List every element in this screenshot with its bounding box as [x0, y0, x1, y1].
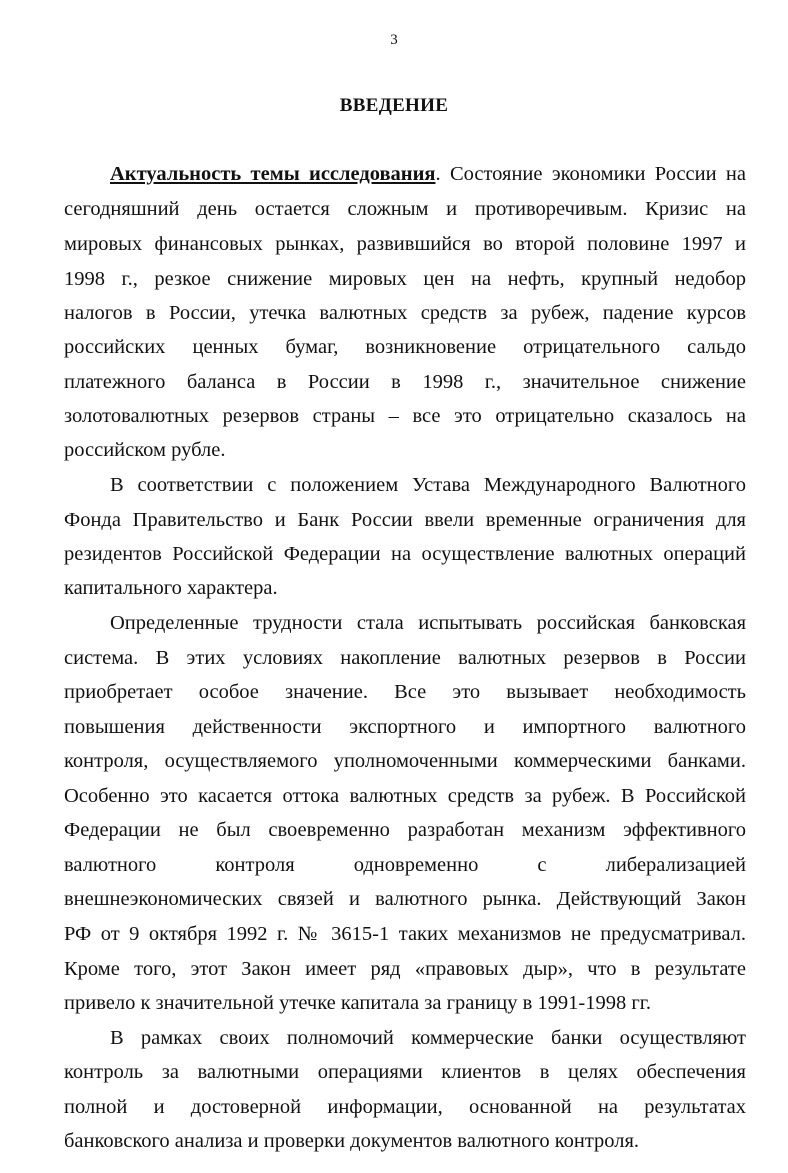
paragraph-1-line-8: золотовалютных резервов страны – все это отрицательно сказалось на: [64, 405, 746, 427]
section-title: ВВЕДЕНИЕ: [339, 95, 449, 116]
paragraph-1-line-6: российских ценных бумаг, возникновение отрицательного сальдо: [64, 336, 746, 358]
paragraph-3-line-12: привело к значительной утечке капитала за границу в 1991-1998 гг.: [64, 992, 652, 1014]
paragraph-1-line-5: налогов в России, утечка валютных средств за рубеж, падение курсов: [64, 302, 746, 324]
paragraph-1-line-7: платежного баланса в России в 1998 г., значительное снижение: [64, 371, 746, 393]
paragraph-1-line-1: [110, 157, 746, 191]
paragraph-1-line-4: 1998 г., резкое снижение мировых цен на нефть, крупный недобор: [64, 268, 746, 290]
page-number: 3: [390, 32, 398, 48]
paragraph-3-line-11: Кроме того, этот Закон имеет ряд «правовых дыр», что в результате: [64, 958, 746, 980]
paragraph-3-line-7: Федерации не был своевременно разработан механизм эффективного: [64, 819, 746, 841]
paragraph-3-line-4: повышения действенности экспортного и импортного валютного: [64, 716, 746, 738]
paragraph-2-line-2: Фонда Правительство и Банк России ввели временные ограничения для: [64, 509, 746, 531]
paragraph-1-line-9: российском рубле.: [64, 439, 226, 461]
paragraph-4-line-3: полной и достоверной информации, основанной на результатах: [64, 1096, 746, 1118]
paragraph-3-line-8: валютного контроля одновременно с либерализацией: [64, 854, 746, 876]
paragraph-3-line-10: РФ от 9 октября 1992 г. № 3615-1 таких механизмов не предусматривал.: [64, 923, 746, 945]
paragraph-4-line-4: банковского анализа и проверки документов валютного контроля.: [64, 1130, 640, 1152]
paragraph-4-line-2: контроль за валютными операциями клиентов в целях обеспечения: [64, 1061, 746, 1083]
paragraph-1-line-2: сегодняшний день остается сложным и противоречивым. Кризис на: [64, 198, 746, 220]
paragraph-1-line-1-text: . Состояние экономики России на: [435, 163, 746, 185]
paragraph-2-line-3: резидентов Российской Федерации на осуществление валютных операций: [64, 543, 746, 565]
paragraph-3-line-5: контроля, осуществляемого уполномоченными коммерческими банками.: [64, 750, 746, 772]
paragraph-1-line-3: мировых финансовых рынках, развившийся во второй половине 1997 и: [64, 233, 746, 255]
paragraph-3-line-6: Особенно это касается оттока валютных средств за рубеж. В Российской: [64, 785, 746, 807]
paragraph-3-line-9: внешнеэкономических связей и валютного рынка. Действующий Закон: [64, 888, 746, 910]
paragraph-3-line-3: приобретает особое значение. Все это вызывает необходимость: [64, 681, 746, 703]
paragraph-3-line-1: Определенные трудности стала испытывать российская банковская: [110, 612, 746, 634]
paragraph-2-line-4: капитального характера.: [64, 577, 278, 599]
lead-term: Актуальность темы исследования: [110, 163, 436, 185]
paragraph-4-line-1: В рамках своих полномочий коммерческие банки осуществляют: [110, 1027, 746, 1049]
paragraph-3-line-2: система. В этих условиях накопление валютных резервов в России: [64, 647, 746, 669]
paragraph-2-line-1: В соответствии с положением Устава Международного Валютного: [110, 474, 746, 496]
